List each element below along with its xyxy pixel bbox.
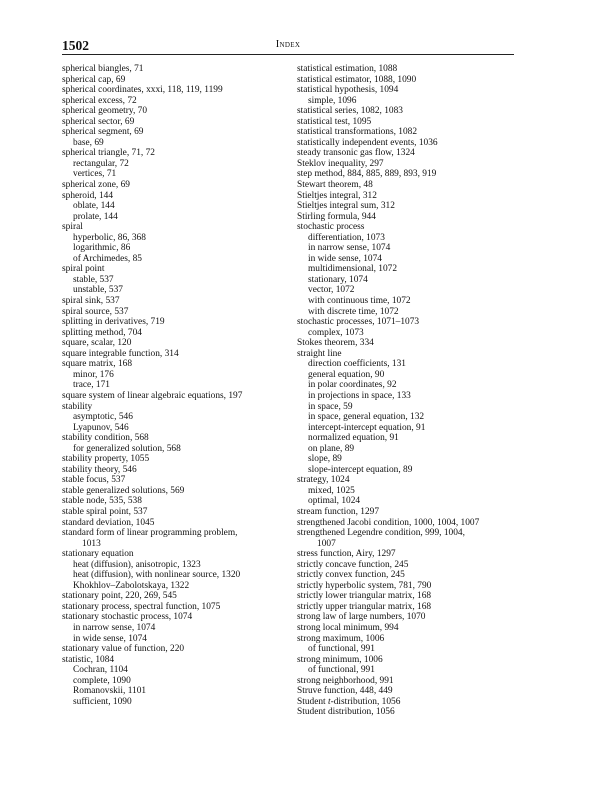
index-subentry: slope, 89 bbox=[308, 454, 342, 465]
index-subentry: for generalized solution, 568 bbox=[73, 443, 181, 454]
index-entry: statistical transformations, 1082 bbox=[297, 127, 418, 138]
index-subentry: Romanovskii, 1101 bbox=[73, 686, 147, 697]
index-entry: spherical zone, 69 bbox=[62, 180, 130, 191]
index-entry: standard form of linear programming problem, bbox=[62, 528, 238, 539]
index-entry: Stirling formula, 944 bbox=[297, 211, 376, 222]
index-entry: strictly concave function, 245 bbox=[297, 559, 409, 570]
index-subentry: general equation, 90 bbox=[308, 369, 385, 380]
index-subentry: complex, 1073 bbox=[308, 327, 364, 338]
index-entry: stability bbox=[62, 401, 93, 412]
index-entry: statistical estimation, 1088 bbox=[297, 64, 398, 74]
index-subentry: vector, 1072 bbox=[308, 285, 355, 296]
index-entry: statistical test, 1095 bbox=[297, 116, 372, 127]
index-entry: spherical cap, 69 bbox=[62, 74, 126, 85]
index-entry: Stieltjes integral, 312 bbox=[297, 190, 377, 201]
index-subentry: intercept-intercept equation, 91 bbox=[308, 422, 426, 433]
index-entry: stochastic process bbox=[297, 222, 365, 233]
index-subentry: of functional, 991 bbox=[308, 644, 375, 655]
index-subentry: on plane, 89 bbox=[308, 443, 355, 454]
index-entry: statistical hypothesis, 1094 bbox=[297, 85, 399, 96]
index-subentry: in projections in space, 133 bbox=[308, 390, 411, 401]
index-entry: stability condition, 568 bbox=[62, 433, 149, 444]
index-entry: stable generalized solutions, 569 bbox=[62, 485, 185, 496]
index-entry: Student t-distribution, 1056 bbox=[297, 696, 401, 707]
index-entry: strengthened Legendre condition, 999, 1004, bbox=[297, 528, 465, 539]
index-entry: straight line bbox=[297, 348, 342, 359]
index-subentry: heat (diffusion), with nonlinear source, 1320 bbox=[73, 570, 241, 581]
index-subentry: trace, 171 bbox=[73, 380, 110, 391]
index-subentry: optimal, 1024 bbox=[308, 496, 361, 507]
index-entry: Student distribution, 1056 bbox=[297, 707, 395, 718]
index-entry: spherical geometry, 70 bbox=[62, 106, 148, 117]
index-subentry: of functional, 991 bbox=[308, 665, 375, 676]
index-subentry: asymptotic, 546 bbox=[73, 412, 133, 423]
index-entry: stationary stochastic process, 1074 bbox=[62, 612, 193, 623]
index-entry: stability theory, 546 bbox=[62, 464, 137, 475]
index-entry: strictly upper triangular matrix, 168 bbox=[297, 601, 432, 612]
index-subentry: heat (diffusion), anisotropic, 1323 bbox=[73, 559, 201, 570]
index-column-left bbox=[62, 64, 292, 707]
header-rule bbox=[62, 54, 514, 55]
index-entry: Steklov inequality, 297 bbox=[297, 158, 384, 169]
index-entry: spherical biangles, 71 bbox=[62, 64, 144, 74]
index-entry: Stieltjes integral sum, 312 bbox=[297, 201, 395, 212]
index-subentry: slope-intercept equation, 89 bbox=[308, 464, 413, 475]
page-number: 1502 bbox=[62, 38, 89, 53]
page-header bbox=[62, 38, 514, 54]
index-subentry: Khokhlov–Zabolotskaya, 1322 bbox=[73, 580, 190, 591]
index-entry: strong maximum, 1006 bbox=[297, 633, 385, 644]
index-subentry: minor, 176 bbox=[73, 369, 114, 380]
index-subentry: base, 69 bbox=[73, 137, 104, 148]
index-entry: splitting method, 704 bbox=[62, 327, 142, 338]
index-entry: stationary equation bbox=[62, 549, 134, 560]
index-subentry: stationary, 1074 bbox=[308, 274, 368, 285]
index-entry: strengthened Jacobi condition, 1000, 1004, 1007 bbox=[297, 517, 480, 528]
index-entry: stationary value of function, 220 bbox=[62, 644, 185, 655]
index-subentry: hyperbolic, 86, 368 bbox=[73, 232, 146, 243]
index-entry: stationary point, 220, 269, 545 bbox=[62, 591, 177, 602]
index-subentry: in polar coordinates, 92 bbox=[308, 380, 397, 391]
index-subentry: direction coefficients, 131 bbox=[308, 359, 406, 370]
index-entry: spherical segment, 69 bbox=[62, 127, 144, 138]
index-entry: statistically independent events, 1036 bbox=[297, 137, 438, 148]
index-entry: Stewart theorem, 48 bbox=[297, 180, 373, 191]
index-entry: stochastic processes, 1071–1073 bbox=[297, 317, 420, 328]
index-entry-continuation: 1013 bbox=[82, 538, 101, 549]
index-subentry: stable, 537 bbox=[73, 274, 114, 285]
index-subentry: complete, 1090 bbox=[73, 675, 131, 686]
index-entry: stable spiral point, 537 bbox=[62, 506, 148, 517]
index-entry: Stokes theorem, 334 bbox=[297, 338, 374, 349]
index-subentry: normalized equation, 91 bbox=[308, 433, 399, 444]
index-subentry: logarithmic, 86 bbox=[73, 243, 131, 254]
index-entry: spherical triangle, 71, 72 bbox=[62, 148, 155, 159]
index-entry-continuation: 1007 bbox=[317, 538, 336, 549]
index-entry: statistic, 1084 bbox=[62, 654, 115, 665]
index-entry: spherical coordinates, xxxi, 118, 119, 1199 bbox=[62, 85, 223, 96]
index-subentry: of Archimedes, 85 bbox=[73, 253, 142, 264]
index-entry: spiral point bbox=[62, 264, 105, 275]
index-subentry: prolate, 144 bbox=[73, 211, 118, 222]
index-entry: strong minimum, 1006 bbox=[297, 654, 383, 665]
index-entry: square, scalar, 120 bbox=[62, 338, 132, 349]
index-entry: Struve function, 448, 449 bbox=[297, 686, 393, 697]
index-entry: spiral sink, 537 bbox=[62, 296, 120, 307]
index-entry: statistical series, 1082, 1083 bbox=[297, 106, 403, 117]
index-subentry: mixed, 1025 bbox=[308, 485, 355, 496]
index-entry: standard deviation, 1045 bbox=[62, 517, 155, 528]
index-entry: square matrix, 168 bbox=[62, 359, 133, 370]
index-entry: strong neighborhood, 991 bbox=[297, 675, 394, 686]
index-entry: stream function, 1297 bbox=[297, 506, 380, 517]
index-entry: strong law of large numbers, 1070 bbox=[297, 612, 426, 623]
index-entry: stress function, Airy, 1297 bbox=[297, 549, 396, 560]
index-entry: square integrable function, 314 bbox=[62, 348, 179, 359]
index-subentry: in space, general equation, 132 bbox=[308, 412, 425, 423]
index-subentry: Cochran, 1104 bbox=[73, 665, 128, 676]
index-subentry: Lyapunov, 546 bbox=[73, 422, 129, 433]
index-entry: strong local minimum, 994 bbox=[297, 622, 399, 633]
index-column-right bbox=[297, 64, 527, 718]
index-entry: strictly lower triangular matrix, 168 bbox=[297, 591, 432, 602]
index-entry: strategy, 1024 bbox=[297, 475, 350, 486]
index-entry: steady transonic gas flow, 1324 bbox=[297, 148, 415, 159]
index-subentry: rectangular, 72 bbox=[73, 158, 129, 169]
index-subentry: unstable, 537 bbox=[73, 285, 123, 296]
index-entry: strictly hyperbolic system, 781, 790 bbox=[297, 580, 432, 591]
index-subentry: differentiation, 1073 bbox=[308, 232, 385, 243]
index-subentry: sufficient, 1090 bbox=[73, 696, 132, 707]
index-entry: spheroid, 144 bbox=[62, 190, 114, 201]
index-entry: square system of linear algebraic equations, 197 bbox=[62, 390, 243, 401]
index-subentry: vertices, 71 bbox=[73, 169, 117, 180]
index-entry: splitting in derivatives, 719 bbox=[62, 317, 165, 328]
index-subentry: in wide sense, 1074 bbox=[308, 253, 382, 264]
index-subentry: with continuous time, 1072 bbox=[308, 296, 411, 307]
index-entry: spherical sector, 69 bbox=[62, 116, 135, 127]
index-entry: spherical excess, 72 bbox=[62, 95, 137, 106]
index-subentry: in narrow sense, 1074 bbox=[73, 622, 156, 633]
index-subentry: in space, 59 bbox=[308, 401, 353, 412]
running-title: Index bbox=[275, 39, 301, 50]
index-subentry: in narrow sense, 1074 bbox=[308, 243, 391, 254]
index-subentry: in wide sense, 1074 bbox=[73, 633, 147, 644]
index-entry: step method, 884, 885, 889, 893, 919 bbox=[297, 169, 437, 180]
index-entry: stable focus, 537 bbox=[62, 475, 126, 486]
index-entry: stationary process, spectral function, 1075 bbox=[62, 601, 221, 612]
index-entry: spiral source, 537 bbox=[62, 306, 129, 317]
index-entry: stability property, 1055 bbox=[62, 454, 150, 465]
index-entry: spiral bbox=[62, 222, 83, 233]
index-subentry: with discrete time, 1072 bbox=[308, 306, 399, 317]
index-subentry: simple, 1096 bbox=[308, 95, 357, 106]
index-entry: statistical estimator, 1088, 1090 bbox=[297, 74, 417, 85]
index-entry: stable node, 535, 538 bbox=[62, 496, 142, 507]
index-subentry: oblate, 144 bbox=[73, 201, 115, 212]
index-subentry: multidimensional, 1072 bbox=[308, 264, 398, 275]
index-entry: strictly convex function, 245 bbox=[297, 570, 405, 581]
